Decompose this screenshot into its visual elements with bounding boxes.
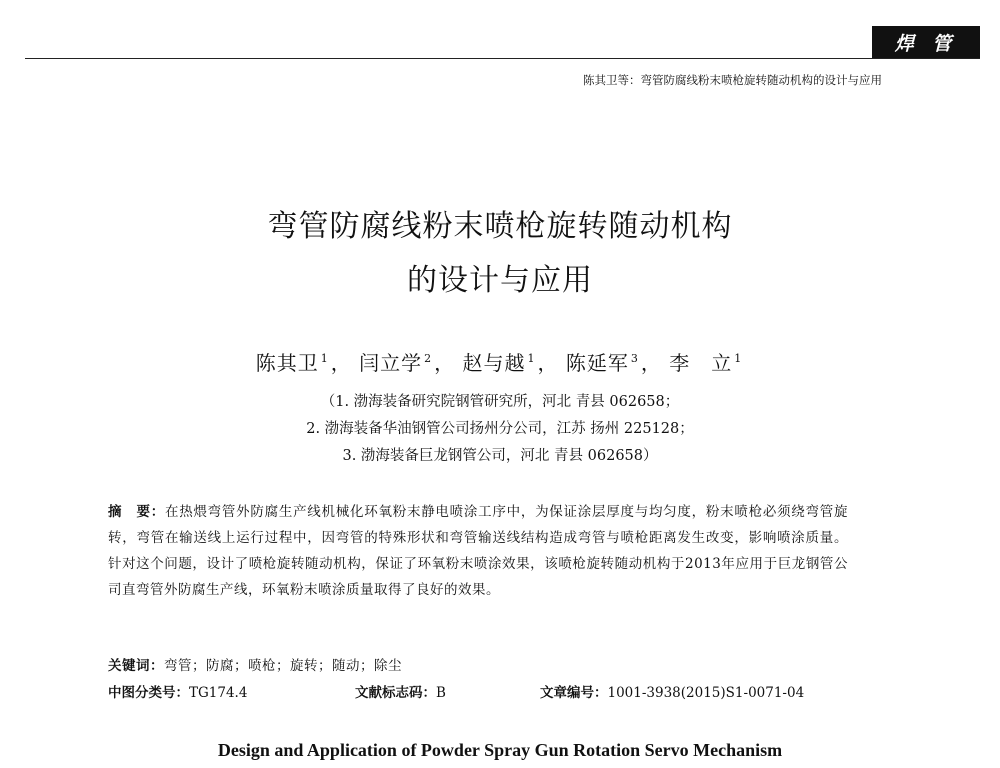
author-list [0, 347, 1000, 376]
author: 李 立 $^1$ [669, 351, 743, 375]
author: 赵与越 $^1$ ， [462, 351, 559, 375]
abstract [108, 499, 848, 603]
article-number: 文章编号：1001-3938(2015)S1-0071-04 [540, 685, 805, 701]
english-title: Design and Application of Powder Spray Gun Rotation Servo Mechanism [217, 740, 783, 760]
section-tag: 焊 管 [872, 26, 980, 58]
affiliation-2: 2. 渤海装备华油钢管公司扬州分公司，江苏 扬州 225128； [306, 421, 694, 437]
abstract-text: 在热煨弯管外防腐生产线机械化环氧粉末静电喷涂工序中，为保证涂层厚度与均匀度，粉末喷枪必须绕弯管旋转，弯管在输送线上运行过程中，因弯管的特殊形状和弯管输送线结构造成弯管与喷枪距离发生改变，影响喷涂质量。针对这个问题，设计了喷枪旋转随动机构，保证了环氧粉末喷涂效果，该喷枪旋转随动机构于2013年应用于巨龙钢管公司直弯管外防腐生产线，环氧粉末喷涂质量取得了良好的效果。 [108, 504, 849, 598]
keywords-text: 弯管；防腐；喷枪；旋转；随动；除尘 [164, 658, 402, 674]
clc-number: 中图分类号：TG174.4 [108, 685, 248, 701]
running-head: 陈其卫等：弯管防腐线粉末喷枪旋转随动机构的设计与应用 [583, 73, 882, 87]
paper-title-line1: 弯管防腐线粉末喷枪旋转随动机构 [267, 209, 733, 244]
document-code: 文献标志码：B [355, 685, 446, 701]
header-rule [25, 58, 980, 59]
author: 陈其卫 $^1$ ， [255, 351, 352, 375]
affiliation-1: （1. 渤海装备研究院钢管研究所，河北 青县 062658； [320, 394, 680, 410]
author: 闫立学 $^2$ ， [359, 351, 456, 375]
abstract-label: 摘 要： [108, 504, 165, 520]
author: 陈延军 $^3$ ， [565, 351, 662, 375]
keywords [108, 654, 402, 674]
affiliation-3: 3. 渤海装备巨龙钢管公司，河北 青县 062658） [342, 448, 658, 464]
paper-title-line2: 的设计与应用 [407, 263, 593, 298]
keywords-label: 关键词： [108, 658, 164, 674]
